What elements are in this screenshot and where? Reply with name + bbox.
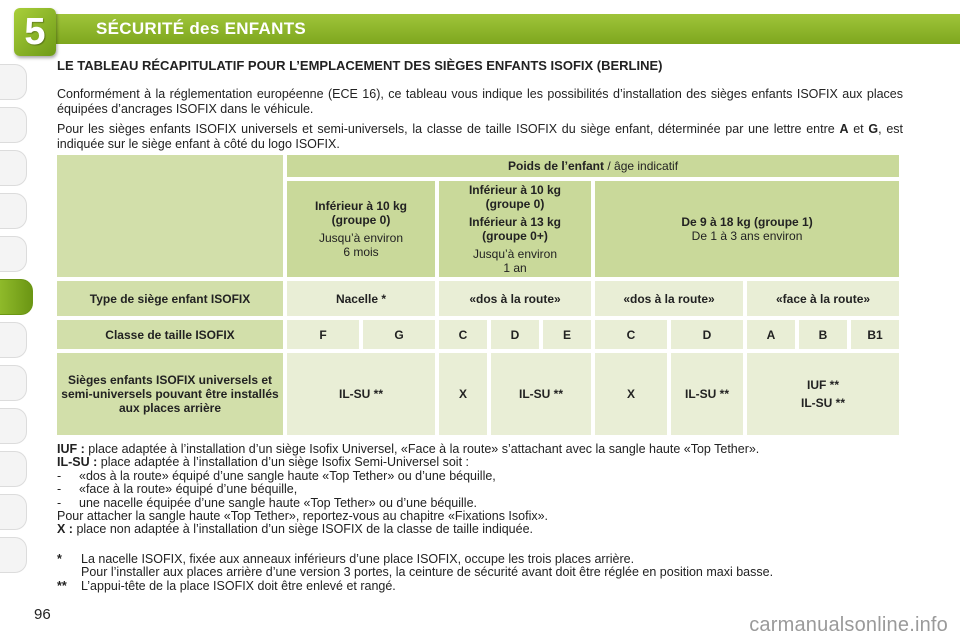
chapter-tab[interactable] <box>0 365 27 401</box>
row-label-rear-seats: Sièges enfants ISOFIX universels et semi-universels pouvant être installés aux places arrière <box>57 353 283 435</box>
letter-g: G <box>868 122 879 136</box>
note-label: X : <box>57 522 73 537</box>
age-text: 1 an <box>503 261 527 275</box>
chapter-tab[interactable] <box>0 322 27 358</box>
rear-seat-cell: X <box>595 353 667 435</box>
text: , est indiquée sur le siège enfant à côté du logo ISOFIX. <box>57 122 904 151</box>
group-text: (groupe 0) <box>331 213 391 227</box>
chapter-tab[interactable] <box>0 494 27 530</box>
section-title: LE TABLEAU RÉCAPITULATIF POUR L’EMPLACEMENT DES SIÈGES ENFANTS ISOFIX (BERLINE) <box>57 58 663 73</box>
chapter-tab[interactable] <box>0 150 27 186</box>
note-text: place non adaptée à l’installation d’un siège ISOFIX de la classe de taille indiquée. <box>72 522 534 537</box>
footnote-mark: * <box>57 552 62 566</box>
rear-seat-cell: IL-SU ** <box>491 353 591 435</box>
age-text: 6 mois <box>343 245 379 259</box>
note-label: IL-SU : <box>57 455 98 470</box>
note-text: une nacelle équipée d’une sangle haute «Top Tether» ou d’une béquille. <box>79 495 478 510</box>
group-text: (groupe 0+) <box>482 229 548 243</box>
watermark: carmanualsonline.info <box>749 614 948 636</box>
rear-seat-cell-last <box>747 353 899 435</box>
size-class-cell: F <box>287 320 359 349</box>
footnote-line: La nacelle ISOFIX, fixée aux anneaux inférieurs d’une place ISOFIX, occupe les trois places arrière. <box>81 552 635 566</box>
group-text: Inférieur à 13 kg <box>468 215 562 229</box>
page-number: 96 <box>34 606 51 623</box>
footnote-mark: ** <box>57 578 67 593</box>
size-class-cell: C <box>439 320 487 349</box>
rear-seat-cell: IL-SU ** <box>287 353 435 435</box>
chapter-number: 5 <box>24 11 46 53</box>
group-1-header <box>595 181 899 277</box>
group-text: Inférieur à 10 kg <box>468 183 562 197</box>
note-text: «dos à la route» équipé d’une sangle haute «Top Tether» ou d’une béquille, <box>79 468 496 483</box>
row-label-seat-type: Type de siège enfant ISOFIX <box>57 281 283 316</box>
intro-paragraph: Conformément à la réglementation européenne (ECE 16), ce tableau vous indique les possibilités d’installation des sièges enfants ISOFIX aux places équipées d’ancrages ISOFIX dans le véhicule. <box>57 87 903 116</box>
chapter-tab[interactable] <box>0 451 27 487</box>
legend-notes <box>57 443 903 537</box>
rear-seat-cell: X <box>439 353 487 435</box>
weight-header-suffix: / âge indicatif <box>604 159 679 173</box>
group-0plus-header <box>439 181 591 277</box>
size-class-cell: B <box>799 320 847 349</box>
rear-seat-cell: IL-SU ** <box>671 353 743 435</box>
seat-type-cell: «dos à la route» <box>595 281 743 316</box>
isofix-table <box>53 151 903 439</box>
size-class-cell: A <box>747 320 795 349</box>
intro-section <box>57 58 903 157</box>
note-dash-item: - «dos à la route» équipé d’une sangle haute «Top Tether» ou d’une béquille, <box>57 468 496 483</box>
size-class-cell: D <box>491 320 539 349</box>
footnote-text <box>81 553 903 580</box>
chapter-tab[interactable] <box>0 236 27 272</box>
rear-seat-value: IL-SU ** <box>801 396 846 410</box>
note-text: «face à la route» équipé d’une béquille, <box>79 482 298 497</box>
row-label-size-class: Classe de taille ISOFIX <box>57 320 283 349</box>
weight-header-label: Poids de l’enfant <box>508 159 605 173</box>
note-x <box>57 523 903 536</box>
group-text: Inférieur à 10 kg <box>314 199 408 213</box>
seat-type-cell: «face à la route» <box>747 281 899 316</box>
text: Pour les sièges enfants ISOFIX universels et semi-universels, la classe de taille ISOFIX du siège enfant, déterminée par une lettre entre <box>57 122 840 136</box>
note-dash-item: - une nacelle équipée d’une sangle haute «Top Tether» ou d’une béquille. <box>57 495 478 510</box>
chapter-tab[interactable] <box>0 64 27 100</box>
seat-type-cell: Nacelle * <box>287 281 435 316</box>
chapter-tab[interactable] <box>0 537 27 573</box>
rear-seat-value: IUF ** <box>807 378 840 392</box>
chapter-tabs <box>0 64 30 580</box>
chapter-tab[interactable] <box>0 107 27 143</box>
note-text: place adaptée à l’installation d’un siège Isofix Universel, «Face à la route» s’attachant avec la sangle haute «Top Tether». <box>84 442 760 456</box>
note-dash-item: - «face à la route» équipé d’une béquille, <box>57 482 298 497</box>
chapter-badge <box>14 8 56 56</box>
size-class-cell: B1 <box>851 320 899 349</box>
weight-header <box>287 155 899 177</box>
footnote-double-star <box>57 580 903 593</box>
letter-a: A <box>839 122 849 136</box>
chapter-tab[interactable] <box>0 408 27 444</box>
note-iuf <box>57 443 903 456</box>
group-text: De 9 à 18 kg (groupe 1) <box>681 215 813 229</box>
text: et <box>848 122 869 136</box>
note-ilsu <box>57 456 903 469</box>
footnote-star <box>57 553 903 580</box>
note-tether: Pour attacher la sangle haute «Top Tether», reportez-vous au chapitre «Fixations Isofix». <box>57 509 549 524</box>
footnotes <box>57 553 903 593</box>
age-text: Jusqu’à environ <box>318 231 404 245</box>
table-corner <box>57 155 283 277</box>
seat-type-cell: «dos à la route» <box>439 281 591 316</box>
group-text: (groupe 0) <box>485 197 545 211</box>
footnote-line: Pour l’installer aux places arrière d’une version 3 portes, la ceinture de sécurité avant doit être réglée en position maxi basse. <box>81 565 774 580</box>
footnote-text: L’appui-tête de la place ISOFIX doit être enlevé et rangé. <box>81 578 396 593</box>
size-class-cell: C <box>595 320 667 349</box>
size-class-cell: E <box>543 320 591 349</box>
note-label: IUF : <box>57 442 85 456</box>
age-text: Jusqu’à environ <box>472 247 558 261</box>
intro-paragraph-size-class <box>57 122 903 152</box>
page-title: SÉCURITÉ des ENFANTS <box>96 19 307 38</box>
group-0-header <box>287 181 435 277</box>
note-text: place adaptée à l’installation d’un siège Isofix Semi-Universel soit : <box>97 455 470 470</box>
age-text: De 1 à 3 ans environ <box>691 229 803 243</box>
chapter-tab-active[interactable] <box>0 279 33 315</box>
chapter-tab[interactable] <box>0 193 27 229</box>
size-class-cell: D <box>671 320 743 349</box>
size-class-cell: G <box>363 320 435 349</box>
